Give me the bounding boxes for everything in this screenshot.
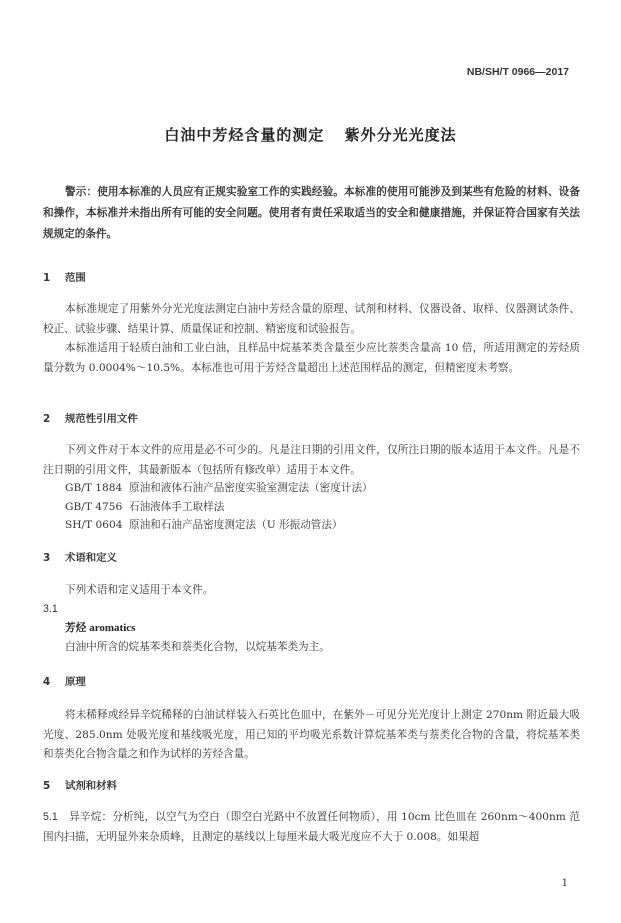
section-1-body xyxy=(43,300,580,378)
paragraph: 本标准适用于轻质白油和工业白油，且样品中烷基苯类含量至少应比萘类含量高 10 倍，所适用测定的芳烃质量分数为 0.0004%～10.5%。本标准也可用于芳烃含量超出上述范围样品的测定，但精密度未考察。 xyxy=(43,342,580,374)
document-title: 白油中芳烃含量的测定 紫外分光光度法 xyxy=(164,126,457,144)
reference-item xyxy=(65,499,224,514)
section-4-body xyxy=(43,706,580,765)
warning-block xyxy=(43,182,580,245)
section-number: 1 xyxy=(43,272,51,284)
reference-title: 原油和石油产品密度测定法（U 形振动管法） xyxy=(129,519,343,531)
standard-number: NB/SH/T 0966—2017 xyxy=(466,66,569,78)
term-name-en: aromatics xyxy=(89,622,136,634)
reference-code: GB/T 1884 xyxy=(65,482,123,494)
item-number: 5.1 xyxy=(43,811,58,823)
reference-code: SH/T 0604 xyxy=(65,519,123,531)
paragraph: 本标准规定了用紫外分光光度法测定白油中芳烃含量的原理、试剂和材料、仪器设备、取样、仪器测试条件、校正、试验步骤、结果计算、质量保证和控制、精密度和试验报告。 xyxy=(43,303,580,335)
section-5-body xyxy=(43,808,580,847)
paragraph: 将未稀释或经异辛烷稀释的白油试样装入石英比色皿中，在紫外－可见分光光度计上测定 270nm 附近最大吸光度、285.0nm 处吸光度和基线吸光度，用已知的平均吸光系数计算烷基苯类与萘类化合物的含量，将烷基苯类和萘类化合物含量之和作为试样的芳烃含量。 xyxy=(43,709,580,760)
section-3-heading xyxy=(43,549,117,564)
section-number: 5 xyxy=(43,780,51,792)
term-definition: 白油中所含的烷基苯类和萘类化合物，以烷基苯类为主。 xyxy=(65,641,330,653)
term-name xyxy=(65,620,135,635)
section-number: 3 xyxy=(43,552,51,564)
section-title: 范围 xyxy=(65,272,86,284)
paragraph: 下列文件对于本文件的应用是必不可少的。凡是注日期的引用文件，仅所注日期的版本适用于本文件。凡是不注日期的引用文件，其最新版本（包括所有修改单）适用于本文件。 xyxy=(43,444,580,476)
reference-title: 原油和液体石油产品密度实验室测定法（密度计法） xyxy=(129,482,373,494)
section-title: 原理 xyxy=(65,676,86,688)
section-title: 试剂和材料 xyxy=(65,780,117,792)
paragraph xyxy=(43,808,580,847)
section-2-body xyxy=(43,441,580,480)
section-2-heading xyxy=(43,410,138,425)
section-1-heading xyxy=(43,269,86,284)
reference-item xyxy=(65,480,373,495)
reference-code: GB/T 4756 xyxy=(65,501,123,513)
item-text: 异辛烷：分析纯，以空气为空白（即空白光路中不放置任何物质），用 10cm 比色皿在 260nm～400nm 范围内扫描，无明显外来杂质峰，且测定的基线以上每厘米最大吸光度应不大于 0.008。如果超 xyxy=(43,811,580,843)
reference-title: 石油液体手工取样法 xyxy=(129,501,225,513)
section-3-intro xyxy=(43,581,580,601)
paragraph: 下列术语和定义适用于本文件。 xyxy=(65,584,214,596)
page-number: 1 xyxy=(561,878,568,889)
section-5-heading xyxy=(43,777,117,792)
section-number: 2 xyxy=(43,413,51,425)
reference-item xyxy=(65,517,343,532)
section-number: 4 xyxy=(43,676,51,688)
section-title: 术语和定义 xyxy=(65,552,117,564)
term-number: 3.1 xyxy=(43,603,58,615)
section-title: 规范性引用文件 xyxy=(65,413,138,425)
section-4-heading xyxy=(43,673,86,688)
warning-text: 警示：使用本标准的人员应有正规实验室工作的实践经验。本标准的使用可能涉及到某些有危险的材料、设备和操作，本标准并未指出所有可能的安全问题。使用者有责任采取适当的安全和健康措施，并保证符合国家有关法规规定的条件。 xyxy=(43,186,580,240)
term-name-cn: 芳烃 xyxy=(65,622,87,634)
